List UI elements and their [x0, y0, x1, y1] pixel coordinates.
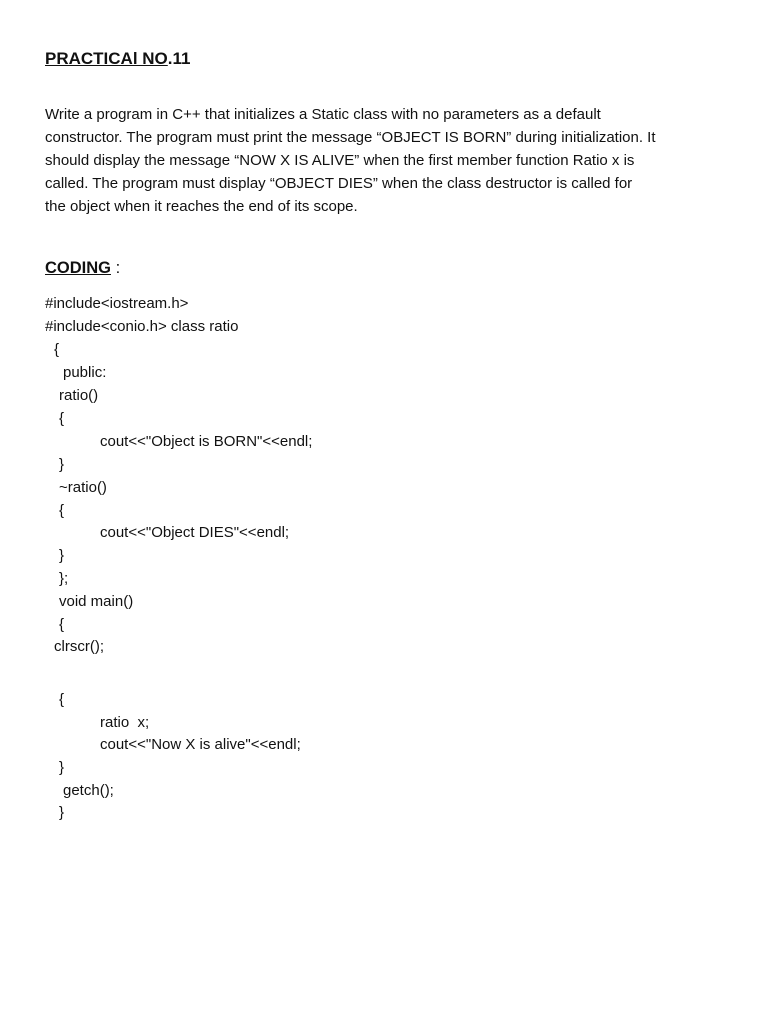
code-line: cout<<"Object is BORN"<<endl;: [100, 433, 313, 450]
description-line: constructor. The program must print the message “OBJECT IS BORN” during initialization. It: [45, 129, 656, 146]
title-suffix: .11: [167, 49, 191, 68]
code-line: }: [59, 456, 65, 473]
code-line: }: [59, 759, 65, 776]
coding-heading-label: CODING: [45, 259, 111, 277]
code-line: {: [59, 691, 65, 708]
problem-description: [45, 103, 665, 218]
coding-heading-colon: :: [111, 259, 121, 277]
description-line: called. The program must display “OBJECT DIES” when the class destructor is called for: [45, 175, 633, 192]
code-line: cout<<"Object DIES"<<endl;: [100, 524, 290, 541]
code-line: {: [59, 502, 65, 519]
code-line: getch();: [63, 782, 114, 799]
code-line: ratio(): [59, 387, 99, 404]
code-line: }: [59, 804, 65, 821]
code-line: ratio x;: [100, 714, 150, 731]
code-line: void main(): [59, 593, 134, 610]
description-line: Write a program in C++ that initializes a Static class with no parameters as a default: [45, 106, 601, 123]
code-line: #include<conio.h> class ratio: [45, 318, 239, 335]
code-line: #include<iostream.h>: [45, 295, 189, 312]
code-line: {: [54, 341, 60, 358]
code-line: public:: [63, 364, 107, 381]
page-title: [45, 49, 190, 69]
description-line: should display the message “NOW X IS ALIVE” when the first member function Ratio x is: [45, 152, 635, 169]
code-line: {: [59, 410, 65, 427]
code-line: };: [59, 570, 69, 587]
title-prefix: PRACTICAl NO: [45, 49, 168, 68]
coding-heading: [45, 259, 120, 278]
description-line: the object when it reaches the end of its scope.: [45, 198, 358, 215]
code-line: ~ratio(): [59, 479, 107, 496]
code-line: }: [59, 547, 65, 564]
code-line: clrscr();: [54, 638, 104, 655]
code-line: cout<<"Now X is alive"<<endl;: [100, 736, 301, 753]
code-line: {: [59, 616, 65, 633]
